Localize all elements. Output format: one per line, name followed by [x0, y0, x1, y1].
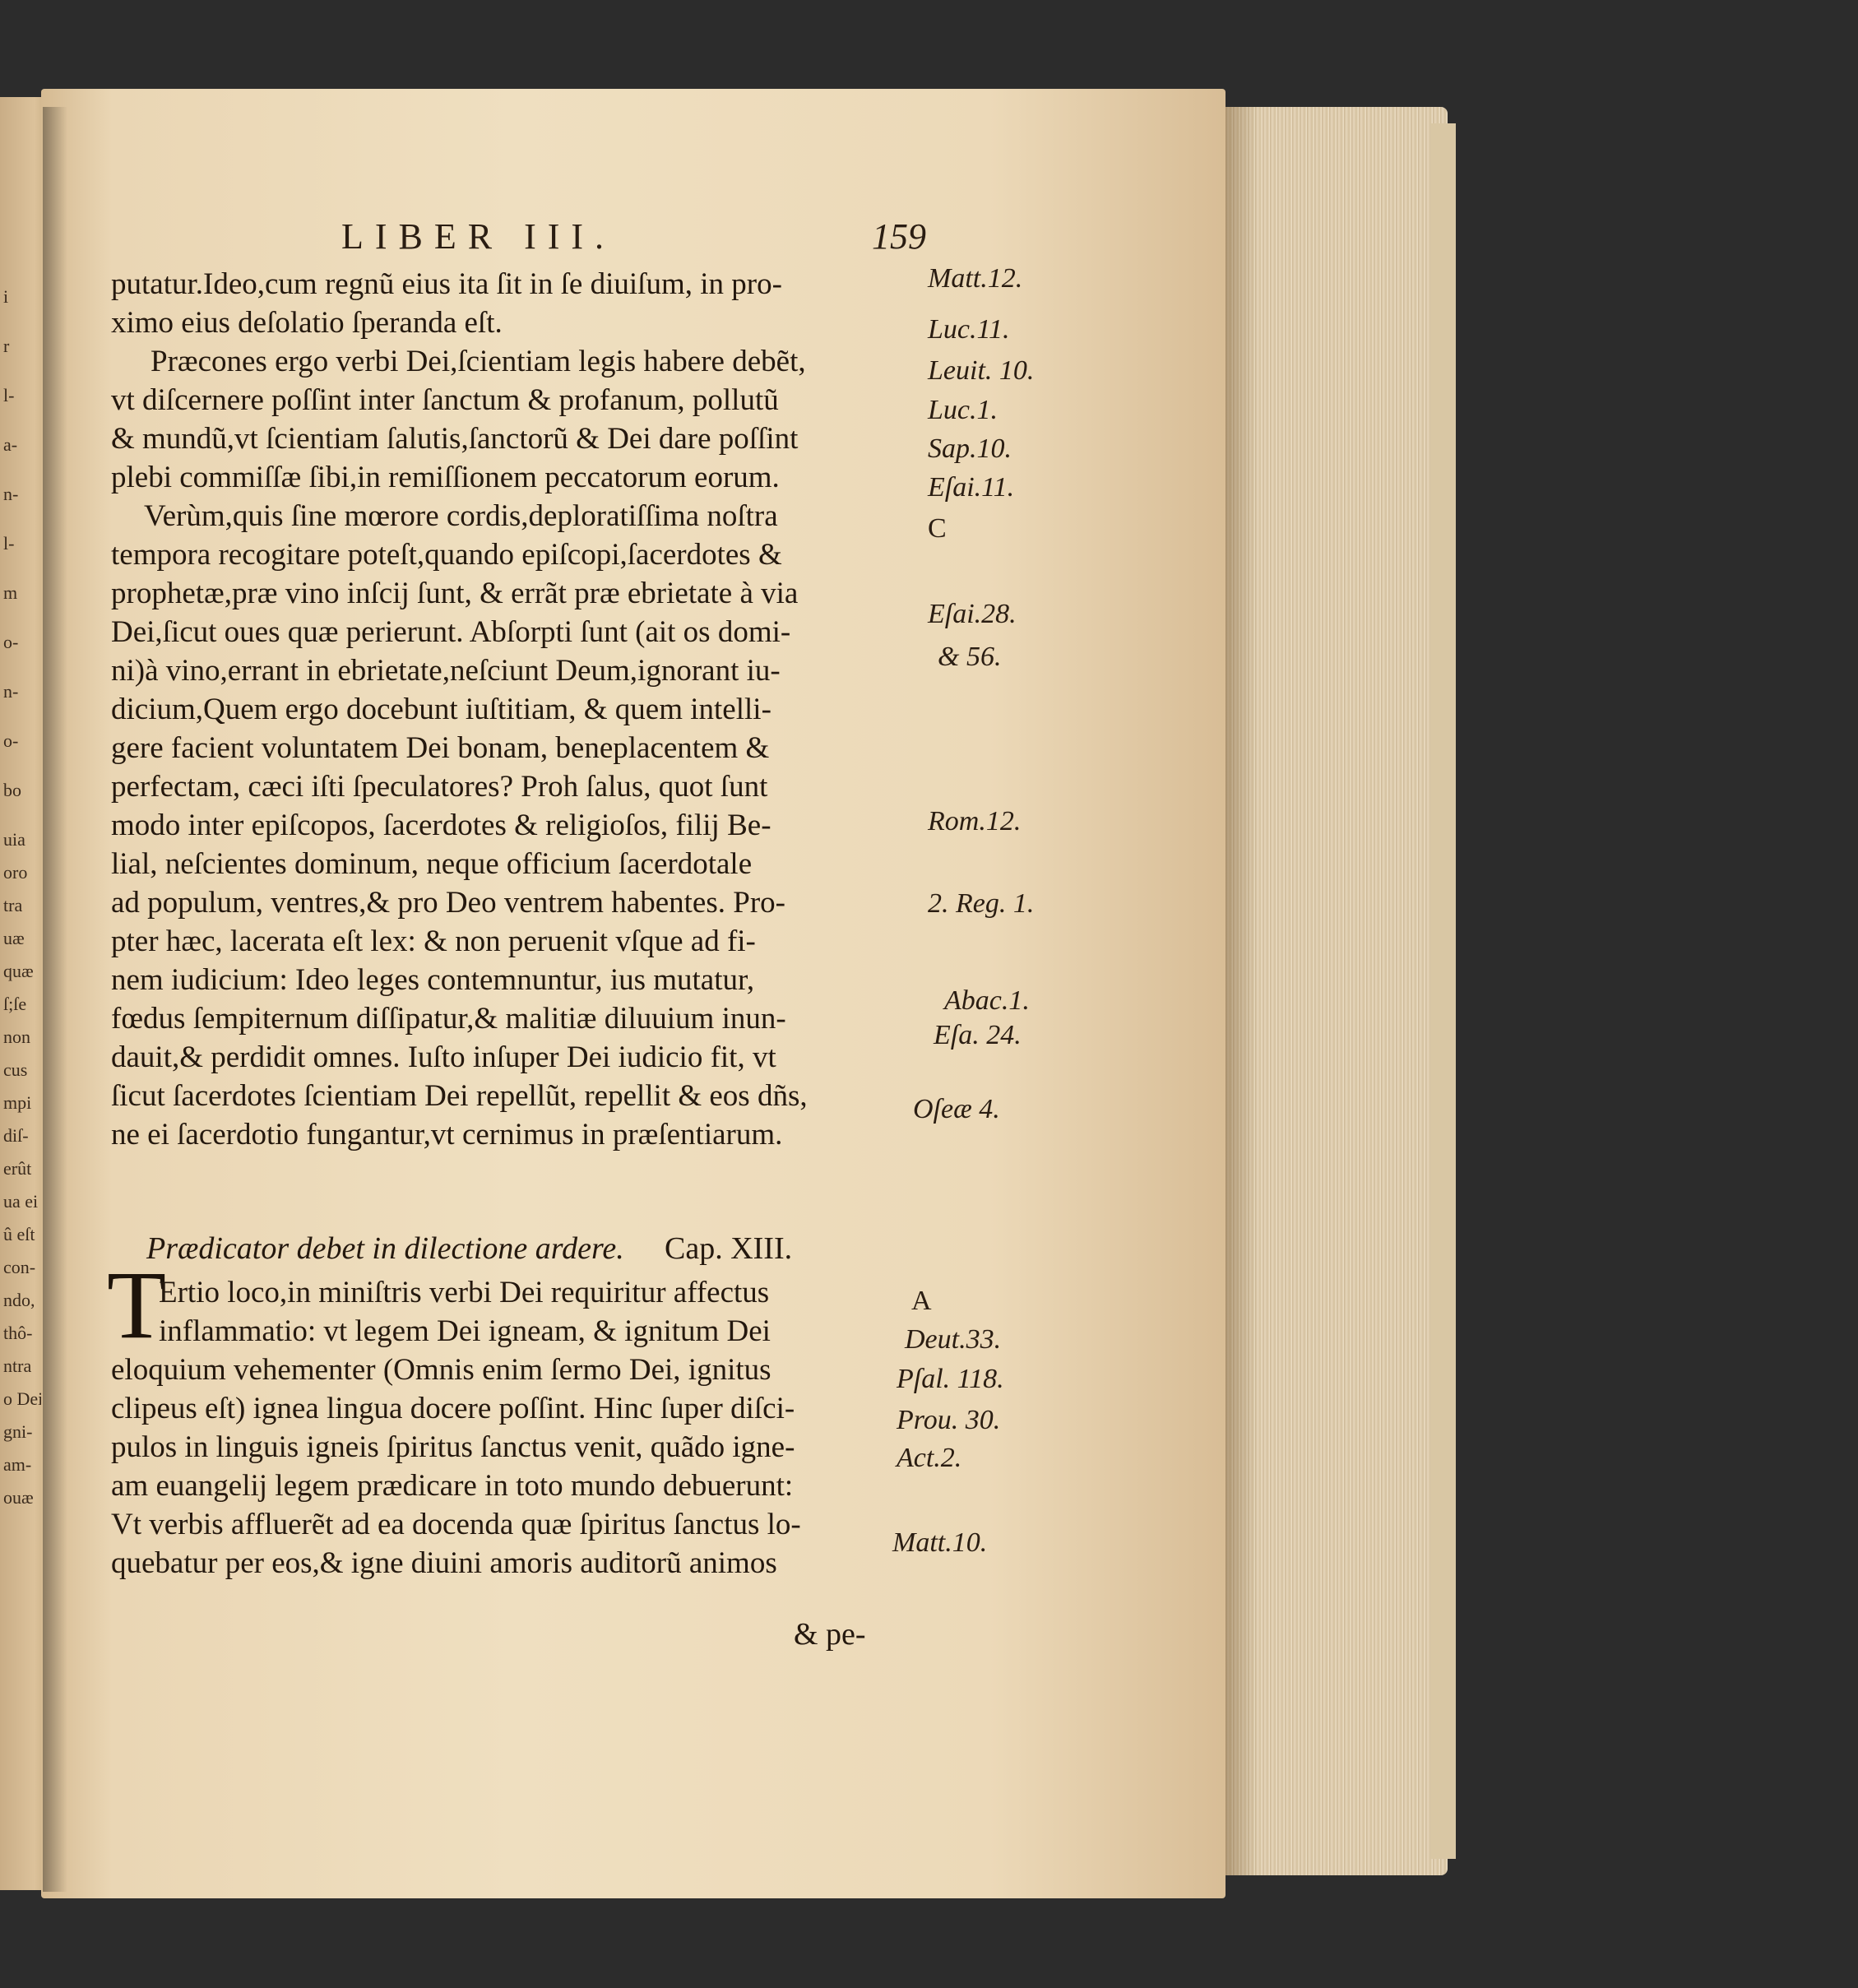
marginal-note: Eſai.28.	[928, 599, 1017, 629]
text-line: Ertio loco,in miniſtris verbi Dei requiritur affectus	[159, 1276, 770, 1309]
section-marker: C	[928, 513, 947, 544]
text-line: perfectam, cæci iſti ſpeculatores? Proh ſalus, quot ſunt	[111, 770, 768, 804]
marginal-note: Luc.1.	[928, 395, 998, 425]
text-line: am euangelij legem prædicare in toto mundo debuerunt:	[111, 1469, 794, 1503]
page-number: 159	[872, 216, 926, 257]
marginal-note: Luc.11.	[928, 314, 1010, 345]
left-page-fragment-text: cus	[3, 1059, 28, 1080]
left-page-fragment-text: l-	[3, 385, 15, 405]
text-line: Præcones ergo verbi Dei,ſcientiam legis habere debẽt,	[151, 345, 806, 378]
left-page-fragment-text: i	[3, 286, 9, 307]
left-page-fragment-text: m	[3, 582, 18, 603]
text-line: pter hæc, lacerata eſt lex: & non peruenit vſque ad fi-	[111, 924, 756, 958]
marginal-note: Prou. 30.	[897, 1405, 1001, 1435]
text-line: fœdus ſempiternum diſſipatur,& malitiæ diluuium inun-	[111, 1002, 786, 1036]
back-cover-edge	[1431, 123, 1456, 1859]
marginal-note: Sap.10.	[928, 433, 1012, 464]
marginal-note: Oſeæ 4.	[913, 1094, 1000, 1124]
text-line: vt diſcernere poſſint inter ſanctum & profanum, pollutũ	[111, 383, 779, 417]
chapter-title: Prædicator debet in dilectione ardere.	[146, 1231, 624, 1266]
marginal-note: Abac.1.	[944, 985, 1030, 1016]
left-page-fragment-text: diſ-	[3, 1125, 29, 1146]
chapter-number: Cap. XIII.	[665, 1231, 793, 1266]
marginal-note: Rom.12.	[928, 806, 1022, 836]
left-page-fragment-text: oro	[3, 862, 28, 883]
text-line: ad populum, ventres,& pro Deo ventrem habentes. Pro-	[111, 886, 785, 920]
marginal-note: Matt.10.	[892, 1527, 988, 1558]
marginal-note: Pſal. 118.	[897, 1364, 1004, 1394]
marginal-note: 2. Reg. 1.	[928, 888, 1035, 919]
text-line: clipeus eſt) ignea lingua docere poſſint. Hinc ſuper diſci-	[111, 1392, 795, 1425]
text-line: ni)à vino,errant in ebrietate,neſciunt Deum,ignorant iu-	[111, 654, 781, 688]
left-page-fragment-text: o-	[3, 730, 19, 751]
left-page-fragment-text: o Dei	[3, 1388, 44, 1409]
text-line: Dei,ſicut oues quæ perierunt. Abſorpti ſunt (ait os domi-	[111, 615, 791, 649]
text-line: inflammatio: vt legem Dei igneam, & ignitum Dei	[159, 1314, 771, 1348]
left-page-fragment-text: erût	[3, 1158, 32, 1179]
text-line: prophetæ,præ vino inſcij ſunt, & errãt præ ebrietate à via	[111, 577, 799, 610]
page-fold-shadow	[1226, 107, 1258, 1875]
text-line: gere facient voluntatem Dei bonam, beneplacentem &	[111, 731, 770, 765]
marginal-note: Deut.33.	[905, 1324, 1002, 1355]
section-marker: A	[911, 1286, 932, 1316]
body-text-block	[111, 265, 934, 1154]
page-block-edge	[1226, 107, 1448, 1875]
left-page-fragment-text: non	[3, 1026, 30, 1047]
left-page-fragment-text: thô-	[3, 1323, 33, 1343]
text-line: Vt verbis affluerẽt ad ea docenda quæ ſpiritus ſanctus lo-	[111, 1508, 801, 1541]
left-page-fragment-text: am-	[3, 1454, 32, 1475]
text-line: tempora recogitare poteſt,quando epiſcopi,ſacerdotes &	[111, 538, 782, 572]
left-page-fragment-text: ntra	[3, 1355, 32, 1376]
text-line: dicium,Quem ergo docebunt iuſtitiam, & quem intelli-	[111, 693, 771, 726]
left-page-fragment-text: ua ei	[3, 1191, 39, 1212]
left-page-fragment-text: ouæ	[3, 1487, 34, 1508]
running-head: LIBER III.	[341, 216, 616, 257]
left-page-fragment-text: gni-	[3, 1421, 33, 1442]
text-line: & mundũ,vt ſcientiam ſalutis,ſanctorũ & Dei dare poſſint	[111, 422, 799, 456]
marginal-note: Act.2.	[897, 1443, 962, 1473]
text-line: ximo eius deſolatio ſperanda eſt.	[111, 306, 503, 340]
marginal-note: Eſai.11.	[928, 472, 1015, 503]
left-page-fragment-text: ſ;ſe	[3, 994, 27, 1014]
text-line: plebi commiſſæ ſibi,in remiſſionem peccatorum eorum.	[111, 461, 780, 494]
chapter-text-block	[111, 1273, 934, 1583]
left-page-fragment-text: tra	[3, 895, 23, 915]
left-page-fragment-text: n-	[3, 681, 19, 702]
left-page-fragment-text: n-	[3, 484, 19, 504]
marginal-note: Matt.12.	[928, 263, 1023, 294]
left-page-fragment-text: r	[3, 336, 10, 356]
left-page-fragment-text: o-	[3, 632, 19, 652]
left-page-fragment-text: bo	[3, 780, 21, 800]
text-line: nem iudicium: Ideo leges contemnuntur, ius mutatur,	[111, 963, 755, 997]
drop-cap-initial: T	[107, 1251, 167, 1359]
left-page-fragment-text: l-	[3, 533, 15, 554]
text-line: dauit,& perdidit omnes. Iuſto inſuper Dei iudicio fit, vt	[111, 1040, 776, 1074]
left-page-fragment-text: ndo,	[3, 1290, 35, 1310]
text-line: lial, neſcientes dominum, neque officium ſacerdotale	[111, 847, 753, 881]
left-page-fragment-text: mpi	[3, 1092, 32, 1113]
left-page-fragment-text: û eſt	[3, 1224, 35, 1244]
text-line: eloquium vehementer (Omnis enim ſermo Dei, ignitus	[111, 1353, 771, 1387]
marginal-note: Eſa. 24.	[934, 1020, 1022, 1050]
left-page-fragment-text: quæ	[3, 961, 34, 981]
left-page-fragment-text: uia	[3, 829, 25, 850]
text-line: pulos in linguis igneis ſpiritus ſanctus venit, quãdo igne-	[111, 1430, 795, 1464]
text-line: modo inter epiſcopos, ſacerdotes & religioſos, filij Be-	[111, 809, 771, 842]
catchword: & pe-	[794, 1617, 866, 1652]
marginal-note: Leuit. 10.	[928, 355, 1035, 386]
marginal-note: & 56.	[938, 642, 1002, 672]
text-line: ne ei ſacerdotio fungantur,vt cernimus in præſentiarum.	[111, 1118, 783, 1152]
left-page-fragment-text: con-	[3, 1257, 36, 1277]
text-line: ſicut ſacerdotes ſcientiam Dei repellũt, repellit & eos dñs,	[111, 1079, 808, 1113]
text-line: putatur.Ideo,cum regnũ eius ita ſit in ſe diuiſum, in pro-	[111, 267, 782, 301]
spine-shadow	[43, 107, 67, 1892]
left-page-fragment-text: a-	[3, 434, 18, 455]
text-line: quebatur per eos,& igne diuini amoris auditorũ animos	[111, 1546, 777, 1580]
left-page-fragment-text: uæ	[3, 928, 25, 948]
text-line: Verùm,quis ſine mœrore cordis,deploratiſſima noſtra	[144, 499, 778, 533]
